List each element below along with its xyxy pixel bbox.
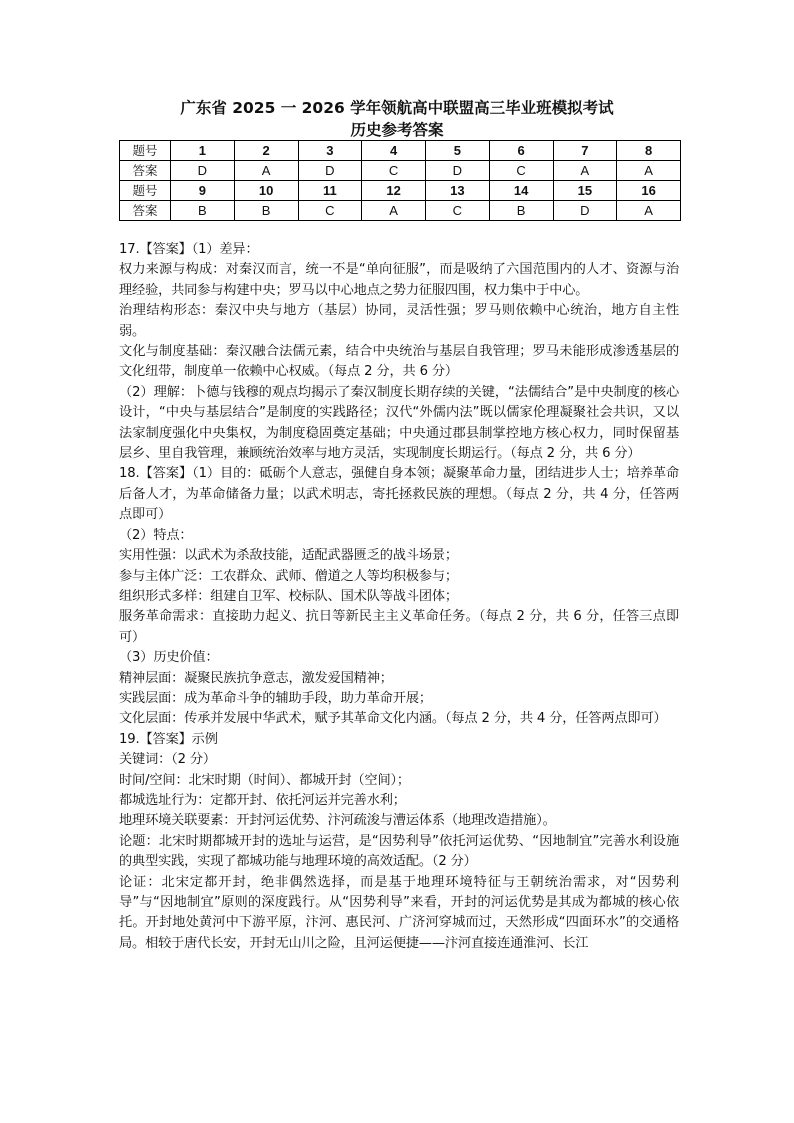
answer-paragraph: 权力来源与构成：对秦汉而言，统一不是“单向征服”，而是吸纳了六国范围内的人才、资源与治理经验，共同参与构建中央；罗马以中心地点之势力征服四围，权力集中于中心。 bbox=[119, 262, 679, 298]
answer-cell: B bbox=[234, 201, 298, 221]
answer-paragraph: 文化与制度基础：秦汉融合法儒元素，结合中央统治与基层自我管理；罗马未能形成渗透基层的文化纽带，制度单一依赖中心权威。（每点 2 分，共 6 分） bbox=[119, 344, 679, 380]
answer-paragraph: 18.【答案】（1）目的：砥砺个人意志，强健自身本领；凝聚革命力量，团结进步人士；培养革命后备人才，为革命储备力量；以武术明志，寄托拯救民族的理想。（每点 2 分，共 4 分，任答两点即可） bbox=[119, 466, 679, 523]
answer-paragraph: （3）历史价值： bbox=[119, 650, 219, 666]
answer-cell: B bbox=[171, 201, 235, 221]
question-number-cell: 15 bbox=[553, 181, 617, 201]
answer-paragraph: 实用性强：以武术为杀敌技能，适配武器匮乏的战斗场景； bbox=[119, 548, 458, 564]
answer-cell: C bbox=[489, 161, 553, 181]
question-number-cell: 3 bbox=[298, 141, 362, 161]
question-number-cell: 10 bbox=[234, 181, 298, 201]
answer-paragraph: 论题：北宋时期都城开封的选址与运营，是“因势利导”依托河运优势、“因地制宜”完善水利设施的典型实践，实现了都城功能与地理环境的高效适配。（2 分） bbox=[119, 833, 679, 870]
question-number-cell: 12 bbox=[362, 181, 426, 201]
answer-paragraph: （2）特点： bbox=[119, 527, 193, 543]
answer-cell: C bbox=[362, 161, 426, 181]
answer-paragraph: 论证：北宋定都开封，绝非偶然选择，而是基于地理环境特征与王朝统治需求，对“因势利导”与“因地制宜”原则的深度践行。从“因势利导”来看，开封的河运优势是其成为都城的核心依托。开封地处黄河中下游平原，汴河、惠民河、广济河穿城而过，天然形成“四面环水”的交通格局。相较于唐代长安，开封无山川之险，且河运便捷——汴河直接连通淮河、长江 bbox=[119, 874, 679, 951]
answer-paragraph: 19.【答案】示例 bbox=[119, 731, 218, 747]
answer-paragraph: 实践层面：成为革命斗争的辅助手段，助力革命开展； bbox=[119, 690, 432, 706]
answer-cell: A bbox=[553, 161, 617, 181]
question-number-cell: 4 bbox=[362, 141, 426, 161]
question-number-cell: 13 bbox=[426, 181, 490, 201]
row-label: 题号 bbox=[120, 181, 171, 201]
answer-cell: C bbox=[298, 201, 362, 221]
answer-paragraph: 治理结构形态：秦汉中央与地方（基层）协同，灵活性强；罗马则依赖中心统治，地方自主性弱。 bbox=[119, 303, 679, 339]
question-number-cell: 16 bbox=[617, 181, 681, 201]
answer-paragraph: 参与主体广泛：工农群众、武师、僧道之人等均积极参与； bbox=[119, 568, 458, 584]
answer-row bbox=[120, 201, 681, 221]
question-number-cell: 5 bbox=[426, 141, 490, 161]
answer-cell: A bbox=[617, 161, 681, 181]
answer-paragraph: 服务革命需求：直接助力起义、抗日等新民主主义革命任务。（每点 2 分，共 6 分，任答三点即可） bbox=[119, 609, 679, 645]
answer-paragraph: 时间/空间：北宋时期（时间）、都城开封（空间）； bbox=[119, 772, 410, 788]
question-number-row bbox=[120, 181, 681, 201]
row-label: 答案 bbox=[120, 201, 171, 221]
answer-paragraph: 17.【答案】（1）差异： bbox=[119, 242, 259, 257]
answer-table bbox=[119, 140, 681, 221]
question-number-cell: 7 bbox=[553, 141, 617, 161]
answer-cell: D bbox=[426, 161, 490, 181]
answer-row bbox=[120, 161, 681, 181]
question-number-cell: 8 bbox=[617, 141, 681, 161]
question-number-cell: 14 bbox=[489, 181, 553, 201]
question-number-cell: 6 bbox=[489, 141, 553, 161]
answer-cell: D bbox=[298, 161, 362, 181]
answer-cell: C bbox=[426, 201, 490, 221]
question-number-cell: 1 bbox=[171, 141, 235, 161]
answer-paragraph: 精神层面：凝聚民族抗争意志，激发爱国精神； bbox=[119, 670, 393, 686]
row-label: 题号 bbox=[120, 141, 171, 161]
answer-cell: A bbox=[362, 201, 426, 221]
question-number-row bbox=[120, 141, 681, 161]
answer-paragraph: 文化层面：传承并发展中华武术，赋予其革命文化内涵。（每点 2 分，共 4 分，任答两点即可） bbox=[119, 711, 667, 727]
answer-cell: A bbox=[234, 161, 298, 181]
question-number-cell: 9 bbox=[171, 181, 235, 201]
answer-cell: D bbox=[553, 201, 617, 221]
document-subtitle: 历史参考答案 bbox=[350, 121, 444, 139]
answer-cell: A bbox=[617, 201, 681, 221]
answer-cell: D bbox=[171, 161, 235, 181]
answer-paragraph: 组织形式多样：组建自卫军、校标队、国术队等战斗团体； bbox=[119, 588, 458, 604]
answer-paragraph: （2）理解：卜德与钱穆的观点均揭示了秦汉制度长期存续的关键，“法儒结合”是中央制度的核心设计，“中央与基层结合”是制度的实践路径；汉代“外儒内法”既以儒家伦理凝聚社会共识，又以法家制度强化中央集权，为制度稳固奠定基础；中央通过郡县制掌控地方核心权力，同时保留基层乡、里自我管理，兼顾统治效率与地方灵活，实现制度长期运行。（每点 2 分，共 6 分） bbox=[119, 384, 679, 462]
answer-paragraph: 都城选址行为：定都开封、依托河运并完善水利； bbox=[119, 792, 406, 808]
answer-content bbox=[119, 240, 679, 954]
document-title: 广东省 2025 一 2026 学年领航高中联盟高三毕业班模拟考试 bbox=[180, 99, 614, 117]
question-number-cell: 11 bbox=[298, 181, 362, 201]
answer-cell: B bbox=[489, 201, 553, 221]
answer-paragraph: 关键词：（2 分） bbox=[119, 752, 216, 768]
question-number-cell: 2 bbox=[234, 141, 298, 161]
row-label: 答案 bbox=[120, 161, 171, 181]
answer-paragraph: 地理环境关联要素：开封河运优势、汴河疏浚与漕运体系（地理改造措施）。 bbox=[119, 813, 556, 829]
